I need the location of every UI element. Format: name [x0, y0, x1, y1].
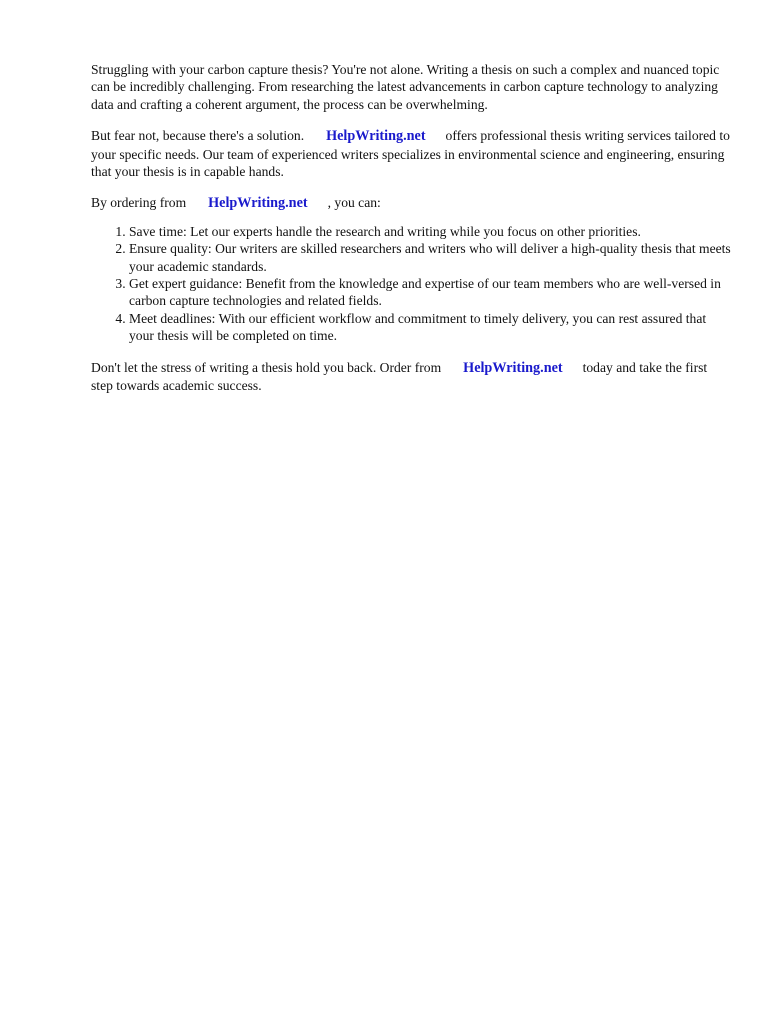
list-item: 3. Get expert guidance: Benefit from the knowledge and expertise of our team members who are well-versed in carbon capture technologies and related fields.	[129, 275, 731, 310]
solution-text-after: offers professional thesis writing services tailored to your specific needs. Our team of experienced writers specializes in environmental science and engineering, ensuring that your thesis is in capable hands.	[91, 128, 730, 180]
list-item: 2. Ensure quality: Our writers are skilled researchers and writers who will deliver a high-quality thesis that meets your academic standards.	[129, 240, 731, 275]
document-page	[91, 61, 731, 395]
helpwriting-link-1[interactable]: HelpWriting.net	[326, 128, 426, 145]
solution-paragraph	[91, 127, 731, 180]
ordering-paragraph	[91, 194, 731, 212]
benefits-list	[91, 223, 731, 345]
intro-paragraph: Struggling with your carbon capture thesis? You're not alone. Writing a thesis on such a complex and nuanced topic can be incredibly challenging. From researching the latest advancements in carbon capture technology to analyzing data and crafting a coherent argument, the process can be overwhelming.	[91, 62, 720, 112]
list-item: 4. Meet deadlines: With our efficient workflow and commitment to timely delivery, you can rest assured that your thesis will be completed on time.	[129, 310, 731, 345]
solution-text-before: But fear not, because there's a solution.	[91, 128, 305, 144]
helpwriting-link-2[interactable]: HelpWriting.net	[208, 195, 308, 212]
closing-paragraph	[91, 359, 731, 395]
closing-text-after: today and take the first step towards academic success.	[91, 359, 708, 394]
list-item: 1. Save time: Let our experts handle the research and writing while you focus on other priorities.	[129, 223, 731, 240]
helpwriting-link-3[interactable]: HelpWriting.net	[463, 359, 563, 376]
closing-text-before: Don't let the stress of writing a thesis hold you back. Order from	[91, 359, 442, 375]
ordering-text-before: By ordering from	[91, 195, 187, 211]
ordering-text-after: , you can:	[327, 195, 381, 211]
